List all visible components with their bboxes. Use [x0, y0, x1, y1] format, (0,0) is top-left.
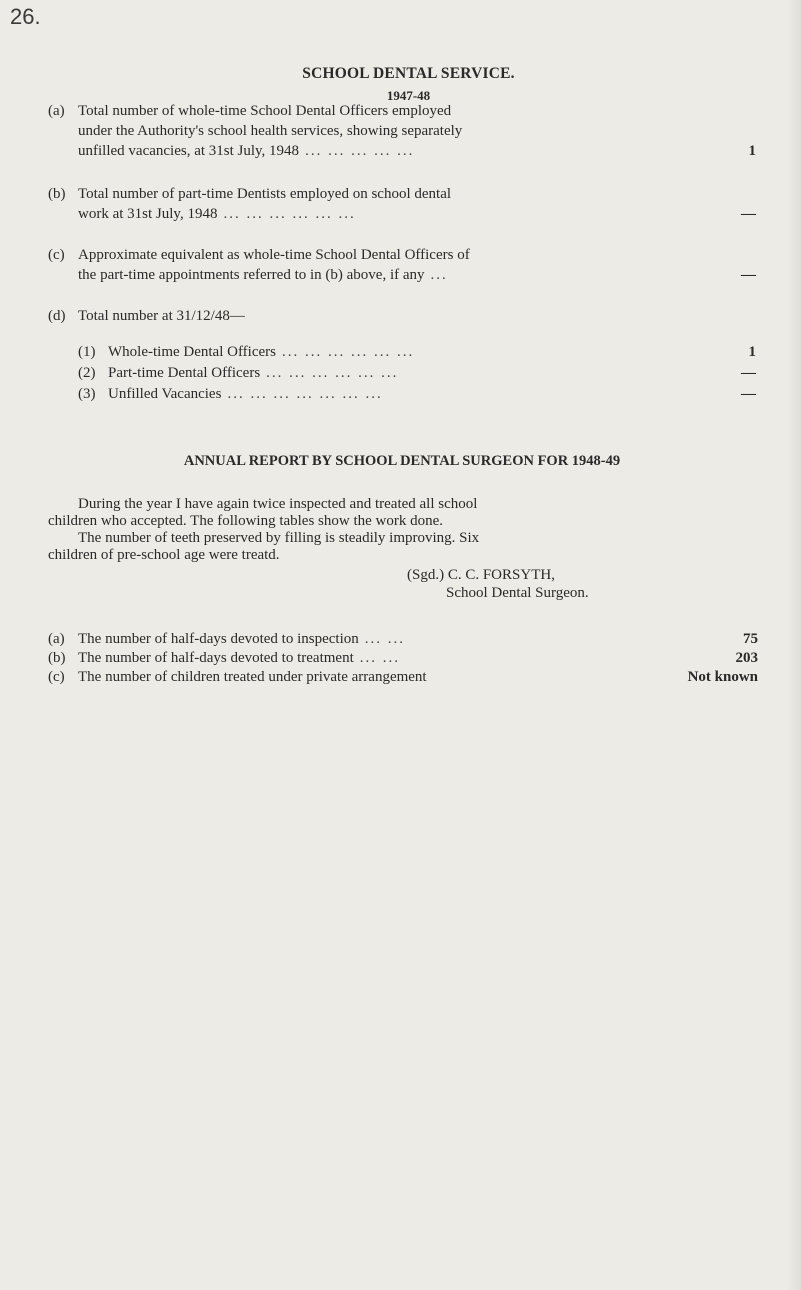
item-label: (a)	[48, 103, 65, 119]
paragraph-line: children who accepted. The following tables show the work done.	[48, 513, 444, 529]
leader-dots: ... ... ... ... ... ...	[282, 344, 415, 360]
list-item	[78, 363, 756, 384]
list-item-text: The number of half-days devoted to inspection	[78, 631, 359, 647]
annual-report-heading: ANNUAL REPORT BY SCHOOL DENTAL SURGEON FOR 1948-49	[183, 453, 621, 469]
paragraph-line: During the year I have again twice inspected and treated all school	[78, 496, 478, 512]
report-list	[48, 630, 758, 687]
item-text-line: unfilled vacancies, at 31st July, 1948	[78, 143, 300, 159]
list-item-number: (1)	[78, 344, 96, 360]
list-item-text: The number of half-days devoted to treatment	[78, 650, 354, 666]
list-item-number: (2)	[78, 365, 96, 381]
list-item-value: —	[741, 386, 756, 402]
list-item-value: —	[741, 365, 756, 381]
item-text-line: the part-time appointments referred to in (b) above, if any	[78, 267, 425, 283]
page-number: 26.	[10, 4, 41, 29]
section-title-text: SCHOOL DENTAL SERVICE.	[302, 65, 515, 82]
list-item-label: (b)	[48, 650, 66, 666]
item-d	[48, 306, 756, 326]
paragraph-line: The number of teeth preserved by filling is steadily improving. Six	[78, 530, 480, 546]
list-item-label: Part-time Dental Officers	[108, 365, 261, 381]
totals-list	[78, 342, 756, 405]
item-value: —	[741, 206, 756, 222]
leader-dots: ... ...	[364, 631, 406, 647]
item-text-line: work at 31st July, 1948	[78, 206, 218, 222]
list-item	[78, 342, 756, 363]
leader-dots: ... ...	[359, 650, 400, 666]
leader-dots: ... ... ... ... ... ...	[223, 206, 356, 222]
list-item	[48, 668, 758, 687]
item-a	[48, 101, 756, 161]
item-value: —	[741, 267, 756, 283]
list-item-value: 1	[748, 344, 756, 360]
list-item-number: (3)	[78, 386, 96, 402]
signature-title: School Dental Surgeon.	[446, 585, 589, 601]
item-text-line: Approximate equivalent as whole-time School Dental Officers of	[78, 247, 470, 263]
list-item	[48, 649, 758, 668]
item-label: (b)	[48, 186, 66, 202]
report-paragraph	[48, 496, 756, 564]
list-item-value: Not known	[687, 669, 758, 685]
item-text-line: Total number at 31/12/48—	[78, 308, 245, 324]
paragraph-line: children of pre-school age were treatd.	[48, 547, 280, 563]
item-value: 1	[748, 143, 756, 159]
leader-dots: ... ... ... ... ...	[305, 143, 415, 159]
list-item-value: 203	[735, 650, 758, 666]
leader-dots: ... ... ... ... ... ...	[266, 365, 399, 381]
item-b	[48, 184, 756, 224]
leader-dots: ...	[430, 267, 448, 283]
signature-name: (Sgd.) C. C. FORSYTH,	[407, 567, 555, 583]
list-item-text: The number of children treated under private arrangement	[78, 669, 427, 685]
list-item-value: 75	[743, 631, 758, 647]
list-item-label: Whole-time Dental Officers	[108, 344, 276, 360]
item-c	[48, 245, 756, 285]
item-label: (c)	[48, 247, 65, 263]
leader-dots: ... ... ... ... ... ... ...	[227, 386, 383, 402]
list-item-label: (a)	[48, 631, 65, 647]
list-item-label: (c)	[48, 669, 65, 685]
item-text-line: Total number of part-time Dentists employed on school dental	[78, 186, 452, 202]
section-year-text: 1947-48	[386, 88, 431, 103]
list-item-label: Unfilled Vacancies	[108, 386, 222, 402]
list-item	[48, 630, 758, 649]
page-edge-shadow	[787, 0, 801, 1290]
section-title	[0, 65, 801, 83]
item-label: (d)	[48, 308, 66, 324]
list-item	[78, 384, 756, 405]
item-text-line: Total number of whole-time School Dental Officers employed	[78, 103, 452, 119]
item-text-line: under the Authority's school health services, showing separately	[78, 123, 463, 139]
